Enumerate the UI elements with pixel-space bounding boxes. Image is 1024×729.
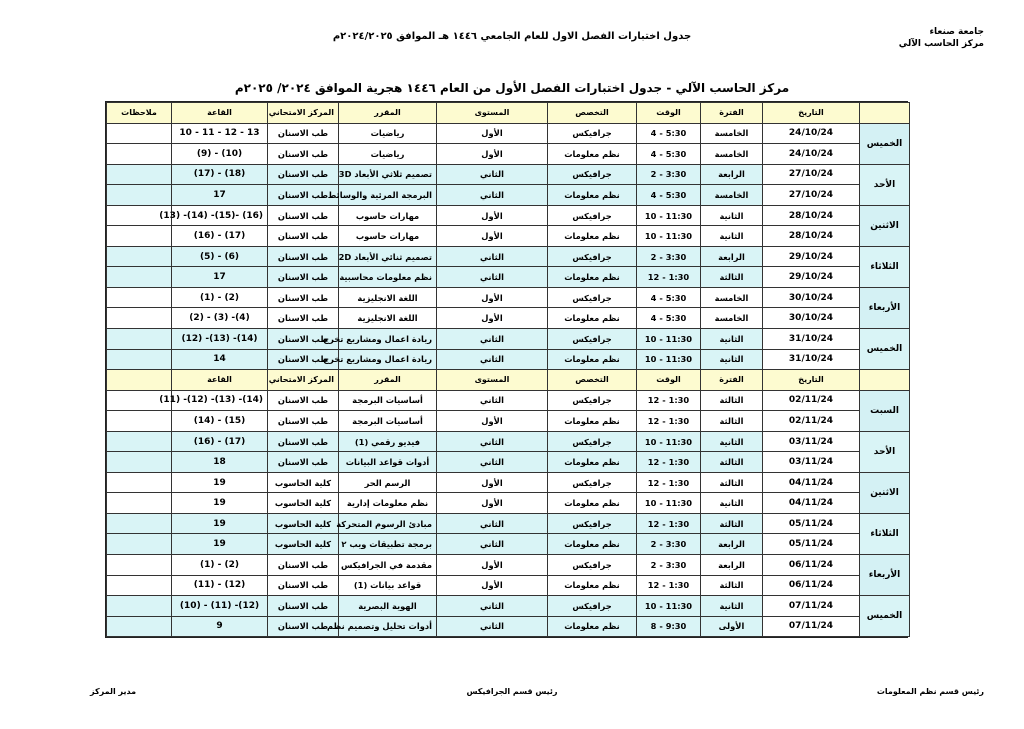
cell-hall: (2) - (1) <box>172 287 268 308</box>
cell-period: الثالثة <box>701 390 763 411</box>
cell-notes <box>107 616 172 637</box>
cell-notes <box>107 452 172 473</box>
cell-time: 1:30 - 12 <box>637 452 701 473</box>
cell-time: 3:30 - 2 <box>637 534 701 555</box>
cell-period: الثانية <box>701 596 763 617</box>
cell-level: الأول <box>437 123 548 144</box>
day-cell: الأربعاء <box>860 287 910 328</box>
cell-time: 1:30 - 12 <box>637 411 701 432</box>
cell-hall: 17 <box>172 267 268 288</box>
cell-period: الثالثة <box>701 452 763 473</box>
header-course: المقرر <box>339 370 437 391</box>
header-period: الفترة <box>701 370 763 391</box>
cell-course: ريادة اعمال ومشاريع تخرج <box>339 329 437 350</box>
cell-time: 1:30 - 12 <box>637 575 701 596</box>
cell-level: الثاني <box>437 246 548 267</box>
cell-hall: 19 <box>172 472 268 493</box>
cell-major: جرافيكس <box>548 164 637 185</box>
header-hall: القاعة <box>172 103 268 124</box>
cell-hall: 19 <box>172 493 268 514</box>
cell-time: 11:30 - 10 <box>637 596 701 617</box>
table-row <box>107 205 910 226</box>
cell-date: 30/10/24 <box>763 287 860 308</box>
cell-date: 03/11/24 <box>763 452 860 473</box>
cell-time: 11:30 - 10 <box>637 349 701 370</box>
cell-date: 04/11/24 <box>763 472 860 493</box>
cell-period: الخامسة <box>701 185 763 206</box>
cell-center: طب الاسنان <box>268 616 339 637</box>
cell-time: 5:30 - 4 <box>637 308 701 329</box>
cell-time: 11:30 - 10 <box>637 493 701 514</box>
table-header-row <box>107 103 910 124</box>
cell-notes <box>107 267 172 288</box>
cell-notes <box>107 226 172 247</box>
cell-major: نظم معلومات <box>548 575 637 596</box>
table-row <box>107 534 910 555</box>
cell-course: أدوات قواعد البيانات <box>339 452 437 473</box>
cell-major: جرافيكس <box>548 329 637 350</box>
cell-course: اللغة الانجليزية <box>339 308 437 329</box>
cell-notes <box>107 431 172 452</box>
cell-level: الأول <box>437 555 548 576</box>
cell-period: الثالثة <box>701 472 763 493</box>
cell-level: الثاني <box>437 185 548 206</box>
cell-date: 02/11/24 <box>763 390 860 411</box>
cell-major: نظم معلومات <box>548 226 637 247</box>
cell-major: جرافيكس <box>548 246 637 267</box>
day-cell: الاثنين <box>860 205 910 246</box>
table-row <box>107 123 910 144</box>
table-row <box>107 411 910 432</box>
cell-center: طب الاسنان <box>268 205 339 226</box>
cell-period: الثالثة <box>701 411 763 432</box>
cell-course: برمجة تطبيقات ويب ٢ <box>339 534 437 555</box>
cell-center: طب الاسنان <box>268 144 339 165</box>
cell-major: جرافيكس <box>548 555 637 576</box>
table-row <box>107 472 910 493</box>
cell-level: الأول <box>437 144 548 165</box>
cell-major: جرافيكس <box>548 513 637 534</box>
cell-center: كلية الحاسوب <box>268 534 339 555</box>
cell-hall: (16) -(15)- (14)- (13) <box>172 205 268 226</box>
cell-major: نظم معلومات <box>548 308 637 329</box>
table-row <box>107 513 910 534</box>
cell-course: أدوات تحليل وتصميم نظم <box>339 616 437 637</box>
cell-major: جرافيكس <box>548 390 637 411</box>
cell-hall: (12)- (11) - (10) <box>172 596 268 617</box>
cell-period: الثانية <box>701 431 763 452</box>
cell-center: طب الاسنان <box>268 555 339 576</box>
cell-level: الأول <box>437 287 548 308</box>
cell-major: نظم معلومات <box>548 616 637 637</box>
cell-period: الثالثة <box>701 575 763 596</box>
cell-level: الأول <box>437 575 548 596</box>
cell-date: 27/10/24 <box>763 164 860 185</box>
table-row <box>107 575 910 596</box>
cell-period: الخامسة <box>701 144 763 165</box>
cell-notes <box>107 246 172 267</box>
cell-notes <box>107 534 172 555</box>
cell-center: كلية الحاسوب <box>268 493 339 514</box>
cell-level: الثاني <box>437 390 548 411</box>
cell-time: 1:30 - 12 <box>637 472 701 493</box>
cell-course: تصميم ثنائي الأبعاد 2D <box>339 246 437 267</box>
exam-schedule-sheet <box>105 101 908 638</box>
cell-date: 04/11/24 <box>763 493 860 514</box>
cell-major: نظم معلومات <box>548 411 637 432</box>
cell-period: الثانية <box>701 349 763 370</box>
header-center: المركز الامتحاني <box>268 103 339 124</box>
cell-notes <box>107 596 172 617</box>
cell-period: الرابعة <box>701 534 763 555</box>
cell-level: الثاني <box>437 534 548 555</box>
header-level: المستوى <box>437 103 548 124</box>
cell-hall: (14)- (13)- (12) <box>172 329 268 350</box>
cell-hall: 19 <box>172 513 268 534</box>
cell-date: 31/10/24 <box>763 329 860 350</box>
cell-center: طب الاسنان <box>268 267 339 288</box>
cell-notes <box>107 329 172 350</box>
day-cell: الخميس <box>860 123 910 164</box>
table-row <box>107 185 910 206</box>
day-cell: الخميس <box>860 329 910 370</box>
cell-level: الثاني <box>437 267 548 288</box>
table-body <box>107 103 910 637</box>
cell-period: الأولى <box>701 616 763 637</box>
signature-director: مدير المركز <box>90 687 137 696</box>
exam-schedule-table <box>106 102 910 637</box>
cell-course: البرمجة المرئية والوسائط <box>339 185 437 206</box>
table-row <box>107 329 910 350</box>
cell-date: 03/11/24 <box>763 431 860 452</box>
cell-course: الرسم الحر <box>339 472 437 493</box>
cell-hall: 17 <box>172 185 268 206</box>
table-row <box>107 431 910 452</box>
cell-hall: 14 <box>172 349 268 370</box>
cell-period: الرابعة <box>701 164 763 185</box>
day-cell: الخميس <box>860 596 910 637</box>
day-cell: الثلاثاء <box>860 513 910 554</box>
cell-notes <box>107 185 172 206</box>
cell-major: نظم معلومات <box>548 452 637 473</box>
cell-hall: 9 <box>172 616 268 637</box>
cell-period: الخامسة <box>701 287 763 308</box>
cell-level: الأول <box>437 493 548 514</box>
table-row <box>107 616 910 637</box>
cell-hall: (18) - (17) <box>172 164 268 185</box>
cell-course: فيديو رقمي (1) <box>339 431 437 452</box>
cell-hall: (17) - (16) <box>172 431 268 452</box>
cell-center: طب الاسنان <box>268 349 339 370</box>
cell-center: طب الاسنان <box>268 308 339 329</box>
cell-time: 1:30 - 12 <box>637 513 701 534</box>
cell-notes <box>107 123 172 144</box>
page-title: مركز الحاسب الآلي - جدول اختبارات الفصل الأول من العام ١٤٤٦ هجرية الموافق ٢٠٢٤/ ٢٠٢٥م <box>234 81 790 95</box>
cell-level: الثاني <box>437 349 548 370</box>
cell-major: جرافيكس <box>548 431 637 452</box>
cell-major: نظم معلومات <box>548 185 637 206</box>
signature-graphics-head: رئيس قسم الجرافيكس <box>466 687 558 696</box>
cell-notes <box>107 493 172 514</box>
cell-time: 5:30 - 4 <box>637 144 701 165</box>
cell-course: نظم معلومات محاسبية <box>339 267 437 288</box>
cell-level: الأول <box>437 308 548 329</box>
cell-major: نظم معلومات <box>548 144 637 165</box>
cell-notes <box>107 144 172 165</box>
cell-level: الأول <box>437 226 548 247</box>
cell-date: 29/10/24 <box>763 246 860 267</box>
cell-level: الثاني <box>437 329 548 350</box>
cell-period: الثانية <box>701 226 763 247</box>
cell-level: الأول <box>437 205 548 226</box>
cell-major: نظم معلومات <box>548 534 637 555</box>
cell-date: 02/11/24 <box>763 411 860 432</box>
cell-hall: (14)- (13)- (12)- (11) <box>172 390 268 411</box>
cell-level: الثاني <box>437 616 548 637</box>
header-time: الوقت <box>637 370 701 391</box>
cell-notes <box>107 575 172 596</box>
table-row <box>107 452 910 473</box>
table-row <box>107 226 910 247</box>
cell-date: 30/10/24 <box>763 308 860 329</box>
cell-center: طب الاسنان <box>268 246 339 267</box>
cell-period: الثانية <box>701 205 763 226</box>
table-row <box>107 267 910 288</box>
cell-course: أساسيات البرمجة <box>339 390 437 411</box>
header-notes <box>107 370 172 391</box>
cell-time: 9:30 - 8 <box>637 616 701 637</box>
cell-center: طب الاسنان <box>268 185 339 206</box>
table-row <box>107 287 910 308</box>
cell-time: 11:30 - 10 <box>637 431 701 452</box>
cell-notes <box>107 287 172 308</box>
cell-hall: (2) - (1) <box>172 555 268 576</box>
table-row <box>107 390 910 411</box>
cell-date: 07/11/24 <box>763 596 860 617</box>
cell-time: 1:30 - 12 <box>637 267 701 288</box>
day-cell: الثلاثاء <box>860 246 910 287</box>
cell-notes <box>107 308 172 329</box>
cell-notes <box>107 555 172 576</box>
cell-course: الهوية البصرية <box>339 596 437 617</box>
cell-date: 05/11/24 <box>763 513 860 534</box>
cell-center: طب الاسنان <box>268 123 339 144</box>
table-row <box>107 308 910 329</box>
cell-center: طب الاسنان <box>268 411 339 432</box>
table-header-row <box>107 370 910 391</box>
day-cell: السبت <box>860 390 910 431</box>
cell-major: جرافيكس <box>548 472 637 493</box>
cell-course: مهارات حاسوب <box>339 226 437 247</box>
cell-major: جرافيكس <box>548 287 637 308</box>
cell-date: 07/11/24 <box>763 616 860 637</box>
signature-is-head: رئيس قسم نظم المعلومات <box>876 687 984 696</box>
cell-center: طب الاسنان <box>268 164 339 185</box>
cell-course: مبادئ الرسوم المتحركة <box>339 513 437 534</box>
table-row <box>107 596 910 617</box>
cell-time: 5:30 - 4 <box>637 287 701 308</box>
cell-center: طب الاسنان <box>268 452 339 473</box>
table-row <box>107 144 910 165</box>
cell-period: الخامسة <box>701 123 763 144</box>
cell-level: الثاني <box>437 513 548 534</box>
cell-course: رياضيات <box>339 123 437 144</box>
table-row <box>107 349 910 370</box>
day-cell: الأحد <box>860 164 910 205</box>
cell-center: طب الاسنان <box>268 596 339 617</box>
cell-time: 11:30 - 10 <box>637 205 701 226</box>
header-major: التخصص <box>548 370 637 391</box>
cell-time: 5:30 - 4 <box>637 185 701 206</box>
cell-date: 28/10/24 <box>763 226 860 247</box>
cell-hall: 18 <box>172 452 268 473</box>
university-name: جامعة صنعاء <box>929 27 984 37</box>
cell-hall: 19 <box>172 534 268 555</box>
cell-major: نظم معلومات <box>548 349 637 370</box>
cell-major: جرافيكس <box>548 123 637 144</box>
cell-course: رياضيات <box>339 144 437 165</box>
cell-period: الثانية <box>701 493 763 514</box>
cell-level: الأول <box>437 472 548 493</box>
cell-hall: (4)- (3) - (2) <box>172 308 268 329</box>
cell-period: الرابعة <box>701 555 763 576</box>
cell-center: طب الاسنان <box>268 431 339 452</box>
cell-notes <box>107 472 172 493</box>
cell-center: كلية الحاسوب <box>268 513 339 534</box>
cell-date: 29/10/24 <box>763 267 860 288</box>
cell-notes <box>107 411 172 432</box>
cell-hall: (17) - (16) <box>172 226 268 247</box>
table-row <box>107 246 910 267</box>
cell-center: طب الاسنان <box>268 226 339 247</box>
cell-date: 06/11/24 <box>763 575 860 596</box>
cell-time: 3:30 - 2 <box>637 555 701 576</box>
cell-period: الثالثة <box>701 267 763 288</box>
cell-date: 24/10/24 <box>763 144 860 165</box>
cell-time: 3:30 - 2 <box>637 246 701 267</box>
cell-date: 24/10/24 <box>763 123 860 144</box>
cell-notes <box>107 164 172 185</box>
header-hall: القاعة <box>172 370 268 391</box>
header-date: التاريخ <box>763 103 860 124</box>
cell-level: الأول <box>437 411 548 432</box>
header-period: الفترة <box>701 103 763 124</box>
header-day <box>860 103 910 124</box>
cell-period: الثالثة <box>701 513 763 534</box>
header-major: التخصص <box>548 103 637 124</box>
header-day <box>860 370 910 391</box>
cell-hall: (12) - (11) <box>172 575 268 596</box>
cell-time: 5:30 - 4 <box>637 123 701 144</box>
center-name: مركز الحاسب الآلي <box>898 39 984 49</box>
cell-course: تصميم ثلاثي الأبعاد 3D <box>339 164 437 185</box>
header-date: التاريخ <box>763 370 860 391</box>
cell-level: الثاني <box>437 164 548 185</box>
header-center: المركز الامتحاني <box>268 370 339 391</box>
cell-level: الثاني <box>437 431 548 452</box>
cell-time: 11:30 - 10 <box>637 226 701 247</box>
cell-time: 3:30 - 2 <box>637 164 701 185</box>
cell-course: ريادة اعمال ومشاريع تخرج <box>339 349 437 370</box>
cell-level: الثاني <box>437 596 548 617</box>
cell-period: الثانية <box>701 329 763 350</box>
cell-major: جرافيكس <box>548 205 637 226</box>
cell-hall: (10) - (9) <box>172 144 268 165</box>
cell-date: 05/11/24 <box>763 534 860 555</box>
day-cell: الاثنين <box>860 472 910 513</box>
cell-course: مقدمة في الجرافيكس <box>339 555 437 576</box>
table-row <box>107 164 910 185</box>
cell-hall: (6) - (5) <box>172 246 268 267</box>
cell-hall: (15) - (14) <box>172 411 268 432</box>
header-time: الوقت <box>637 103 701 124</box>
cell-period: الخامسة <box>701 308 763 329</box>
day-cell: الأحد <box>860 431 910 472</box>
cell-course: قواعد بيانات (1) <box>339 575 437 596</box>
cell-course: أساسيات البرمجة <box>339 411 437 432</box>
table-row <box>107 555 910 576</box>
cell-course: نظم معلومات إدارية <box>339 493 437 514</box>
cell-center: طب الاسنان <box>268 575 339 596</box>
cell-level: الثاني <box>437 452 548 473</box>
header-notes: ملاحظات <box>107 103 172 124</box>
header-level: المستوى <box>437 370 548 391</box>
cell-major: نظم معلومات <box>548 493 637 514</box>
cell-notes <box>107 513 172 534</box>
day-cell: الأربعاء <box>860 555 910 596</box>
cell-center: طب الاسنان <box>268 329 339 350</box>
cell-notes <box>107 349 172 370</box>
cell-course: اللغة الانجليزية <box>339 287 437 308</box>
cell-major: نظم معلومات <box>548 267 637 288</box>
cell-major: جرافيكس <box>548 596 637 617</box>
cell-time: 11:30 - 10 <box>637 329 701 350</box>
cell-date: 28/10/24 <box>763 205 860 226</box>
cell-center: طب الاسنان <box>268 287 339 308</box>
cell-date: 27/10/24 <box>763 185 860 206</box>
header-course: المقرر <box>339 103 437 124</box>
cell-course: مهارات حاسوب <box>339 205 437 226</box>
cell-time: 1:30 - 12 <box>637 390 701 411</box>
cell-center: كلية الحاسوب <box>268 472 339 493</box>
cell-hall: 13 - 12 - 11 - 10 <box>172 123 268 144</box>
cell-period: الرابعة <box>701 246 763 267</box>
document-header-title: جدول اختبارات الفصل الاول للعام الجامعي ١٤٤٦ هـ الموافق ٢٠٢٤/٢٠٢٥م <box>332 31 692 42</box>
cell-center: طب الاسنان <box>268 390 339 411</box>
cell-date: 06/11/24 <box>763 555 860 576</box>
cell-date: 31/10/24 <box>763 349 860 370</box>
table-row <box>107 493 910 514</box>
